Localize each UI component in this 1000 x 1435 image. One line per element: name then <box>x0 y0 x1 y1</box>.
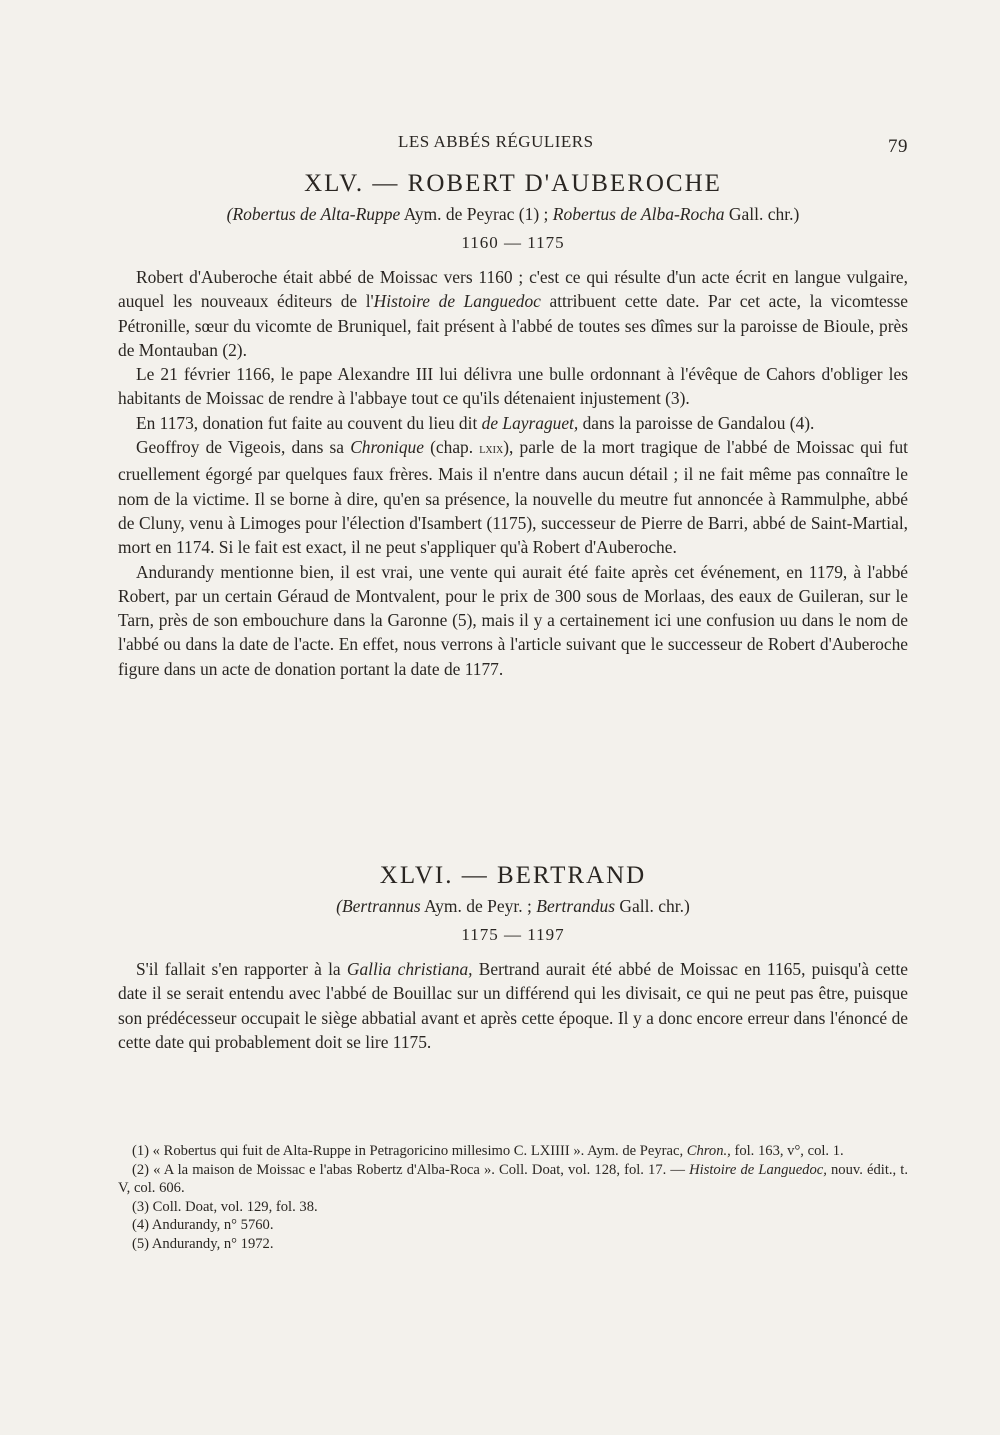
subtitle-source-alt: Gall. chr.) <box>724 204 800 224</box>
text-run: nouv. édit., t. V, col. 606. <box>118 1161 908 1197</box>
small-caps-run: lxix <box>479 442 504 458</box>
text-run: Le 21 février 1166, le pape Alexandre III lui délivra une bulle ordonnant à l'évêque de Cahors d'obliger les habitants de Moissac de rendre à l'abbaye tout ce qu'ils détenaient injustement (3). <box>118 364 908 409</box>
subtitle-latin-name-alt: Bertrandus <box>536 896 616 916</box>
paragraph <box>118 265 908 362</box>
paragraph <box>118 362 908 411</box>
subtitle-latin-name: (Robertus de Alta-Ruppe <box>226 204 401 224</box>
text-run: (1) « Robertus qui fuit de Alta-Ruppe in Petragoricino millesimo C. LXIIII ». Aym. de Peyrac, <box>132 1143 687 1159</box>
section-bertrand <box>118 862 908 1054</box>
footnote <box>118 1216 908 1235</box>
text-run: Geoffroy de Vigeois, dans sa <box>136 437 351 458</box>
text-run: Bertrand aurait été abbé de Moissac en 1165, puisqu'à cette date il se serait entendu avec l'abbé de Bouillac sur un différend qui les divisait, ce qui ne peut pas être, puisque son prédécesseur occupait le siège abbatial avant et après cette époque. Il y a donc encore erreur dans l'énoncé de cette date qui probablement doit se lire 1175. <box>118 959 908 1052</box>
subtitle-source-alt: Gall. chr.) <box>615 896 690 916</box>
italic-run: Gallia christiana, <box>346 959 473 979</box>
section-dates: 1175 — 1197 <box>461 925 565 944</box>
text-run: fol. 163, v°, col. 1. <box>730 1143 844 1159</box>
text-run: Andurandy mentionne bien, il est vrai, une vente qui aurait été faite après cet événement, en 1179, à l'abbé Robert, par un certain Géraud de Montvalent, pour le prix de 300 sous de Morlaas, des eaux de Guileran, sur le Tarn, près de son embouchure dans la Garonne (5), mais il y a certainement ici une confusion uu dans le nom de l'abbé ou dans la date de l'acte. En effet, nous verrons à l'article suivant que le successeur de Robert d'Auberoche figure dans un acte de donation portant la date de 1177. <box>118 561 908 679</box>
paragraph <box>118 411 908 435</box>
section-subtitle <box>118 896 908 917</box>
paragraph <box>118 435 908 559</box>
subtitle-source: Aym. de Peyrac (1) ; <box>400 204 553 224</box>
section-subtitle <box>118 204 908 225</box>
subtitle-latin-name-alt: Robertus de Alba-Rocha <box>552 204 725 224</box>
italic-run: de Layraguet, <box>481 412 579 433</box>
footnote <box>118 1161 908 1198</box>
section-dates: 1160 — 1175 <box>461 233 565 252</box>
text-run: dans la paroisse de Gandalou (4). <box>578 412 815 433</box>
subtitle-latin-name: (Bertrannus <box>336 896 421 916</box>
subtitle-source: Aym. de Peyr. ; <box>420 896 537 916</box>
italic-run: Histoire de Languedoc <box>373 291 541 312</box>
text-run: attribuent cette date. Par cet acte, la vicomtesse Pétronille, sœur du vicomte de Bruniquel, fait présent à l'abbé de toutes ses dîmes sur la paroisse de Bioule, près de Montauban (2). <box>118 291 909 360</box>
footnote <box>118 1142 908 1161</box>
text-run: Robert d'Auberoche était abbé de Moissac vers 1160 ; c'est ce qui résulte d'un acte écrit en langue vulgaire, auquel les nouveaux éditeurs de l' <box>118 267 908 312</box>
text-run: (2) « A la maison de Moissac e l'abas Robertz d'Alba-Roca ». Coll. Doat, vol. 128, fol. 17. — <box>132 1161 690 1178</box>
running-title: LES ABBÉS RÉGULIERS <box>398 132 594 151</box>
italic-run: Chronique <box>350 437 424 458</box>
text-run: ), parle de la mort tragique de l'abbé de Moissac qui fut cruellement égorgé par quelques faux frères. Mais il n'entre dans aucun détail ; il ne fait même pas connaître le nom de la victime. Il se borne à dire, qu'en sa présence, la nouvelle du meutre fut annoncée à Rammulphe, abbé de Cluny, venu à Limoges pour l'élection d'Isambert (1175), successeur de Pierre de Barri, abbé de Saint-Martial, mort en 1174. Si le fait est exact, il ne peut s'appliquer qu'à Robert d'Auberoche. <box>118 437 908 558</box>
text-run: (5) Andurandy, n° 1972. <box>132 1235 274 1252</box>
text-run: En 1173, donation fut faite au couvent du lieu dit <box>136 412 482 433</box>
page-number: 79 <box>888 136 908 157</box>
text-run: (chap. <box>423 437 480 458</box>
section-title: XLVI. — BERTRAND <box>379 862 647 889</box>
section-robert-dauberoche <box>118 170 908 681</box>
section-title: XLV. — ROBERT D'AUBEROCHE <box>304 170 722 197</box>
footnotes <box>118 1142 908 1254</box>
footnote <box>118 1198 908 1217</box>
paragraph <box>118 560 908 681</box>
paragraph <box>118 957 908 1054</box>
text-run: (3) Coll. Doat, vol. 129, fol. 38. <box>132 1198 318 1215</box>
text-run: (4) Andurandy, n° 5760. <box>132 1217 274 1234</box>
text-run: S'il fallait s'en rapporter à la <box>136 959 347 979</box>
italic-run: Histoire de Languedoc, <box>689 1161 827 1178</box>
italic-run: Chron., <box>686 1143 731 1159</box>
footnote <box>118 1235 908 1254</box>
